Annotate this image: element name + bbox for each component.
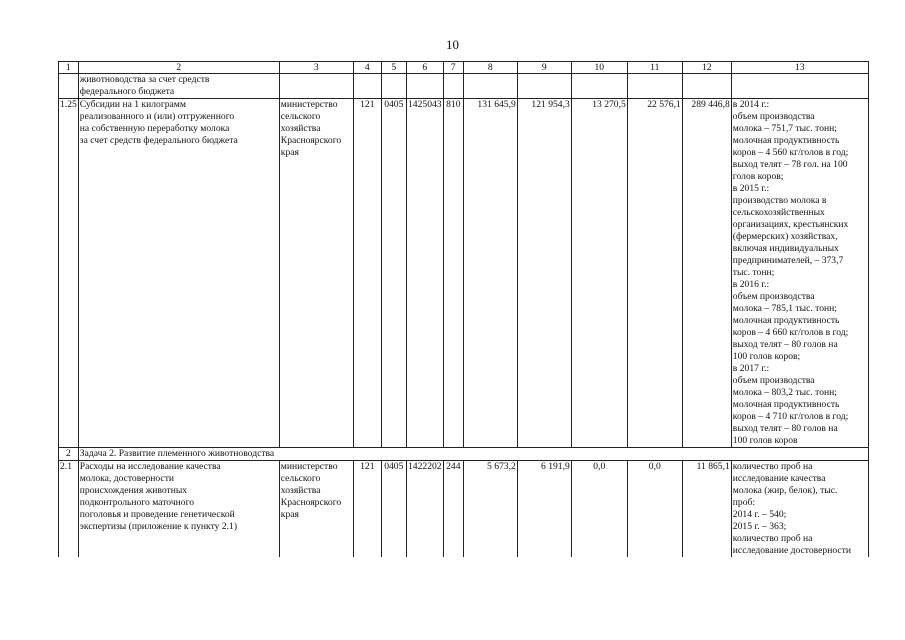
continuation-text: животноводства за счет средств федерального бюджета (78, 74, 279, 99)
header-cell: 1 (59, 62, 79, 74)
item-grbs: 121 (353, 461, 381, 558)
item-number: 2.1 (59, 461, 79, 558)
item-amount-2016: 13 270,5 (571, 99, 627, 448)
item-description: Субсидии на 1 килограмм реализованного и (или) отгруженного на собственную переработку молока за счет средств федерального бюджета (78, 99, 279, 448)
header-cell: 6 (406, 62, 443, 74)
header-cell: 10 (571, 62, 627, 74)
task-row-2 (59, 448, 869, 461)
page-number: 10 (446, 37, 459, 52)
task-title: Задача 2. Развитие племенного животноводства (78, 448, 868, 461)
header-cell: 2 (78, 62, 279, 74)
header-cell: 13 (731, 62, 868, 74)
program-activities-table (58, 61, 869, 557)
header-cell: 7 (443, 62, 463, 74)
header-cell: 9 (517, 62, 571, 74)
item-description: Расходы на исследование качества молока, достоверности происхождения животных подконтрольного маточного поголовья и проведение генетической экспертизы (приложение к пункту 2.1) (78, 461, 279, 558)
table-row-2-1 (59, 461, 869, 558)
item-amount-2017: 0,0 (627, 461, 682, 558)
item-amount-total: 11 865,1 (682, 461, 731, 558)
header-cell: 4 (353, 62, 381, 74)
header-cell: 12 (682, 62, 731, 74)
item-agency: министерство сельского хозяйства Красноярского края (279, 461, 353, 558)
item-amount-2016: 0,0 (571, 461, 627, 558)
item-expense-type: 810 (443, 99, 463, 448)
item-amount-2014: 5 673,2 (463, 461, 517, 558)
continuation-row (59, 74, 869, 99)
item-section: 0405 (381, 99, 406, 448)
header-cell: 5 (381, 62, 406, 74)
header-cell: 3 (279, 62, 353, 74)
table-row-1-25 (59, 99, 869, 448)
item-expense-type: 244 (443, 461, 463, 558)
header-cell: 8 (463, 62, 517, 74)
item-expected-result: количество проб на исследование качества молока (жир, белок), тыс. проб: 2014 г. – 540; 2015 г. – 363; количество проб на исследование достоверности (731, 461, 868, 558)
item-expected-result: в 2014 г.: объем производства молока – 751,7 тыс. тонн; молочная продуктивность коров – 4 560 кг/голов в год; выход телят – 78 гол. на 100 голов коров; в 2015 г.: производство молока в сельскохозяйственных организациях, крестьянских (фермерских) хозяйствах, включая индивидуальных предпринимателей, – 373,7 тыс. тонн; в 2016 г.: объем производства молока – 785,1 тыс. тонн; молочная продуктивность коров – 4 660 кг/голов в год; выход телят – 80 голов на 100 голов коров; в 2017 г.: объем производства молока – 803,2 тыс. тонн; молочная продуктивность коров – 4 710 кг/голов в год; выход телят – 80 голов на 100 голов коров (731, 99, 868, 448)
item-amount-2015: 6 191,9 (517, 461, 571, 558)
item-amount-2017: 22 576,1 (627, 99, 682, 448)
item-amount-2014: 131 645,9 (463, 99, 517, 448)
item-target-code: 1425043 (406, 99, 443, 448)
task-number: 2 (59, 448, 79, 461)
header-cell: 11 (627, 62, 682, 74)
item-amount-total: 289 446,8 (682, 99, 731, 448)
item-section: 0405 (381, 461, 406, 558)
header-row (59, 62, 869, 74)
item-grbs: 121 (353, 99, 381, 448)
item-target-code: 1422202 (406, 461, 443, 558)
item-number: 1.25 (59, 99, 79, 448)
item-amount-2015: 121 954,3 (517, 99, 571, 448)
item-agency: министерство сельского хозяйства Красноярского края (279, 99, 353, 448)
